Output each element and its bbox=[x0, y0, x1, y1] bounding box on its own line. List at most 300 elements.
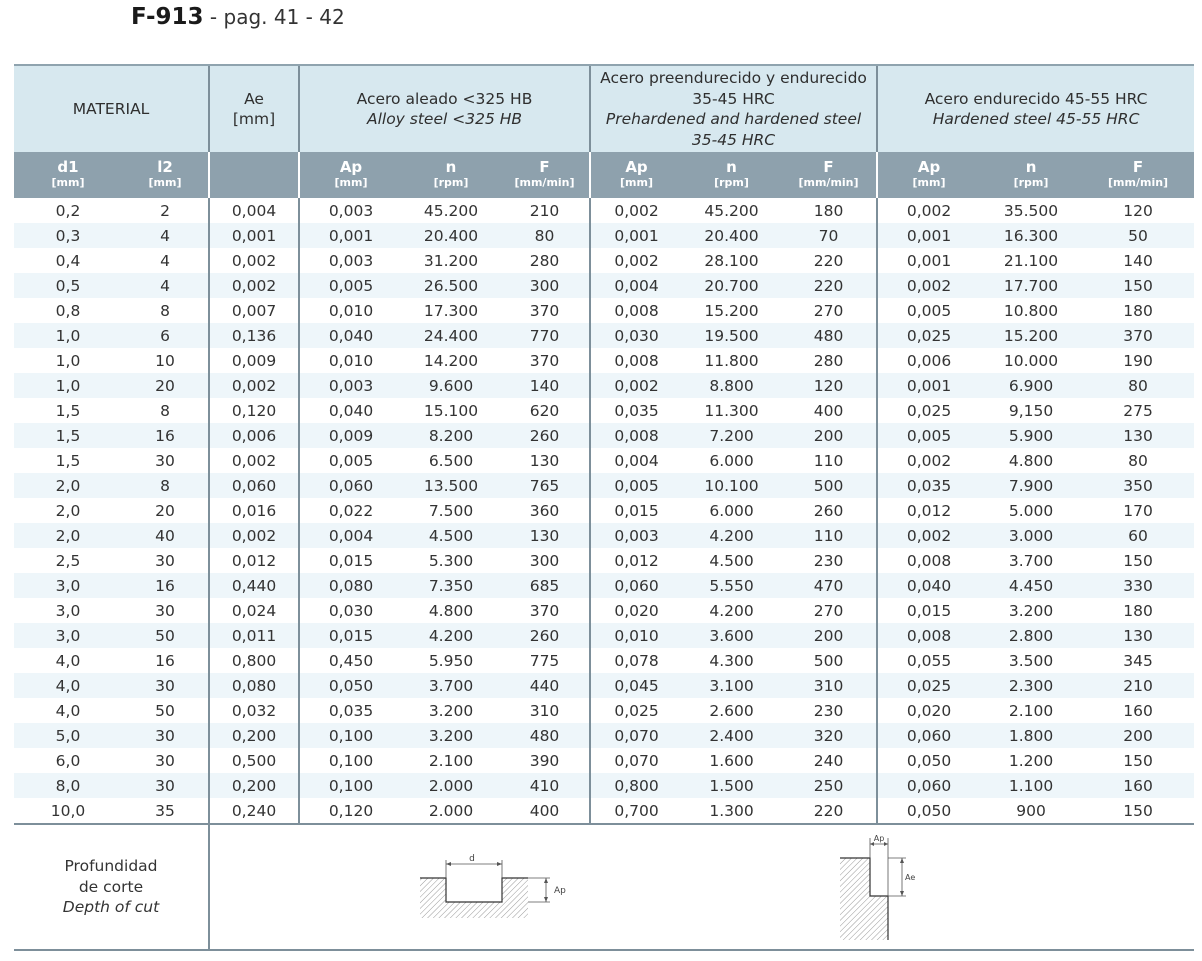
table-cell: 2.100 bbox=[980, 698, 1082, 723]
cutting-data-table bbox=[14, 64, 1194, 951]
table-cell: 17.700 bbox=[980, 273, 1082, 298]
table-cell: 0,5 bbox=[14, 273, 122, 298]
table-cell: 1.500 bbox=[682, 773, 781, 798]
table-cell: 4 bbox=[122, 223, 209, 248]
table-cell: 3.200 bbox=[402, 723, 500, 748]
table-cell: 8,0 bbox=[14, 773, 122, 798]
table-cell: 10.100 bbox=[682, 473, 781, 498]
table-cell: 6.900 bbox=[980, 373, 1082, 398]
col-f-3: F [mm/min] bbox=[1082, 152, 1194, 198]
table-cell: 6.000 bbox=[682, 448, 781, 473]
table-cell: 7.350 bbox=[402, 573, 500, 598]
page-title bbox=[131, 4, 345, 30]
table-cell: 240 bbox=[781, 748, 877, 773]
table-cell: 0,070 bbox=[590, 748, 682, 773]
table-cell: 30 bbox=[122, 548, 209, 573]
table-cell: 0,004 bbox=[590, 448, 682, 473]
group-alloy-steel bbox=[299, 65, 590, 152]
table-cell: 20.700 bbox=[682, 273, 781, 298]
table-cell: 6,0 bbox=[14, 748, 122, 773]
table-cell: 210 bbox=[1082, 673, 1194, 698]
table-cell: 3.200 bbox=[402, 698, 500, 723]
table-row bbox=[14, 448, 1194, 473]
table-cell: 110 bbox=[781, 448, 877, 473]
table-cell: 1.600 bbox=[682, 748, 781, 773]
table-row bbox=[14, 723, 1194, 748]
table-cell: 4.500 bbox=[682, 548, 781, 573]
table-cell: 200 bbox=[781, 423, 877, 448]
table-cell: 0,001 bbox=[877, 373, 980, 398]
depth-of-cut-diagrams bbox=[209, 824, 1194, 950]
table-cell: 20.400 bbox=[402, 223, 500, 248]
table-cell: 0,002 bbox=[590, 198, 682, 223]
table-cell: 0,002 bbox=[209, 248, 299, 273]
table-row bbox=[14, 423, 1194, 448]
table-cell: 0,030 bbox=[590, 323, 682, 348]
table-cell: 20 bbox=[122, 498, 209, 523]
table-cell: 0,025 bbox=[590, 698, 682, 723]
table-cell: 4,0 bbox=[14, 648, 122, 673]
ae-unit: [mm] bbox=[232, 110, 276, 128]
group-es: Acero endurecido 45-55 HRC bbox=[924, 89, 1148, 108]
table-cell: 0,002 bbox=[209, 523, 299, 548]
table-cell: 14.200 bbox=[402, 348, 500, 373]
table-cell: 20.400 bbox=[682, 223, 781, 248]
table-cell: 260 bbox=[781, 498, 877, 523]
table-cell: 200 bbox=[781, 623, 877, 648]
table-cell: 60 bbox=[1082, 523, 1194, 548]
table-cell: 765 bbox=[500, 473, 590, 498]
table-cell: 0,700 bbox=[590, 798, 682, 824]
table-cell: 480 bbox=[500, 723, 590, 748]
table-cell: 4.200 bbox=[682, 598, 781, 623]
table-cell: 370 bbox=[500, 348, 590, 373]
table-cell: 150 bbox=[1082, 548, 1194, 573]
table-cell: 0,008 bbox=[590, 298, 682, 323]
table-row bbox=[14, 623, 1194, 648]
table-cell: 0,050 bbox=[877, 748, 980, 773]
table-cell: 45.200 bbox=[402, 198, 500, 223]
table-cell: 150 bbox=[1082, 273, 1194, 298]
table-cell: 0,100 bbox=[299, 723, 402, 748]
product-code: F-913 bbox=[131, 4, 204, 30]
depth-of-cut-row bbox=[14, 824, 1194, 950]
group-en: Alloy steel <325 HB bbox=[366, 110, 523, 128]
table-row bbox=[14, 798, 1194, 824]
table-cell: 4,0 bbox=[14, 673, 122, 698]
table-cell: 250 bbox=[781, 773, 877, 798]
table-cell: 0,040 bbox=[877, 573, 980, 598]
table-cell: 10.000 bbox=[980, 348, 1082, 373]
table-cell: 0,008 bbox=[590, 348, 682, 373]
table-cell: 19.500 bbox=[682, 323, 781, 348]
table-cell: 0,120 bbox=[299, 798, 402, 824]
table-cell: 1,0 bbox=[14, 323, 122, 348]
table-cell: 775 bbox=[500, 648, 590, 673]
col-n-2: n [rpm] bbox=[682, 152, 781, 198]
table-cell: 0,004 bbox=[590, 273, 682, 298]
table-cell: 15.100 bbox=[402, 398, 500, 423]
table-cell: 280 bbox=[781, 348, 877, 373]
table-cell: 4.800 bbox=[980, 448, 1082, 473]
table-cell: 20 bbox=[122, 373, 209, 398]
table-cell: 7.500 bbox=[402, 498, 500, 523]
table-cell: 0,001 bbox=[209, 223, 299, 248]
table-cell: 0,005 bbox=[877, 423, 980, 448]
table-cell: 0,003 bbox=[299, 248, 402, 273]
table-cell: 150 bbox=[1082, 798, 1194, 824]
table-cell: 0,012 bbox=[209, 548, 299, 573]
table-cell: 0,003 bbox=[299, 373, 402, 398]
table-cell: 80 bbox=[1082, 373, 1194, 398]
table-cell: 470 bbox=[781, 573, 877, 598]
table-cell: 345 bbox=[1082, 648, 1194, 673]
table-cell: 4 bbox=[122, 248, 209, 273]
ap-dimension-label: Ap bbox=[873, 834, 885, 843]
table-cell: 140 bbox=[1082, 248, 1194, 273]
table-cell: 0,006 bbox=[877, 348, 980, 373]
table-cell: 1,5 bbox=[14, 448, 122, 473]
table-cell: 0,002 bbox=[877, 273, 980, 298]
table-cell: 120 bbox=[1082, 198, 1194, 223]
table-cell: 30 bbox=[122, 598, 209, 623]
table-cell: 685 bbox=[500, 573, 590, 598]
table-cell: 150 bbox=[1082, 748, 1194, 773]
table-cell: 0,005 bbox=[877, 298, 980, 323]
table-cell: 0,004 bbox=[209, 198, 299, 223]
d-dimension-label: d bbox=[469, 854, 475, 864]
table-cell: 0,050 bbox=[877, 798, 980, 824]
table-cell: 9,150 bbox=[980, 398, 1082, 423]
depth-of-cut-label: Profundidad de corte Depth of cut bbox=[14, 824, 209, 950]
table-cell: 2.300 bbox=[980, 673, 1082, 698]
table-cell: 70 bbox=[781, 223, 877, 248]
table-cell: 35.500 bbox=[980, 198, 1082, 223]
table-cell: 260 bbox=[500, 423, 590, 448]
table-cell: 2 bbox=[122, 198, 209, 223]
col-f-2: F [mm/min] bbox=[781, 152, 877, 198]
table-cell: 8 bbox=[122, 473, 209, 498]
table-cell: 500 bbox=[781, 648, 877, 673]
table-cell: 0,022 bbox=[299, 498, 402, 523]
table-cell: 440 bbox=[500, 673, 590, 698]
table-cell: 3.700 bbox=[402, 673, 500, 698]
table-cell: 0,080 bbox=[299, 573, 402, 598]
table-row bbox=[14, 773, 1194, 798]
table-cell: 0,055 bbox=[877, 648, 980, 673]
col-n-3: n [rpm] bbox=[980, 152, 1082, 198]
slot-depth-diagram bbox=[416, 850, 586, 922]
table-cell: 1,5 bbox=[14, 398, 122, 423]
table-cell: 0,007 bbox=[209, 298, 299, 323]
table-cell: 3.000 bbox=[980, 523, 1082, 548]
table-cell: 1.300 bbox=[682, 798, 781, 824]
table-cell: 270 bbox=[781, 298, 877, 323]
table-cell: 0,040 bbox=[299, 398, 402, 423]
group-es: Acero aleado <325 HB bbox=[356, 89, 533, 108]
table-cell: 3,0 bbox=[14, 623, 122, 648]
table-cell: 4.500 bbox=[402, 523, 500, 548]
table-cell: 11.300 bbox=[682, 398, 781, 423]
table-cell: 0,005 bbox=[299, 448, 402, 473]
table-cell: 0,025 bbox=[877, 323, 980, 348]
table-cell: 0,002 bbox=[209, 273, 299, 298]
table-cell: 0,500 bbox=[209, 748, 299, 773]
table-cell: 0,060 bbox=[299, 473, 402, 498]
table-cell: 5.300 bbox=[402, 548, 500, 573]
table-cell: 0,4 bbox=[14, 248, 122, 273]
table-cell: 0,030 bbox=[299, 598, 402, 623]
table-row bbox=[14, 373, 1194, 398]
table-row bbox=[14, 523, 1194, 548]
table-cell: 320 bbox=[781, 723, 877, 748]
table-cell: 180 bbox=[1082, 598, 1194, 623]
table-cell: 230 bbox=[781, 698, 877, 723]
table-cell: 0,015 bbox=[299, 548, 402, 573]
table-cell: 0,005 bbox=[590, 473, 682, 498]
table-cell: 0,800 bbox=[590, 773, 682, 798]
table-cell: 1.800 bbox=[980, 723, 1082, 748]
table-cell: 0,003 bbox=[299, 198, 402, 223]
group-en-hrc: 35-45 HRC bbox=[691, 130, 776, 149]
table-cell: 370 bbox=[1082, 323, 1194, 348]
table-cell: 0,3 bbox=[14, 223, 122, 248]
table-cell: 80 bbox=[500, 223, 590, 248]
group-prehardened-steel bbox=[590, 65, 877, 152]
table-cell: 4,0 bbox=[14, 698, 122, 723]
table-cell: 180 bbox=[1082, 298, 1194, 323]
table-cell: 0,080 bbox=[209, 673, 299, 698]
table-cell: 2,0 bbox=[14, 498, 122, 523]
table-cell: 24.400 bbox=[402, 323, 500, 348]
table-cell: 0,012 bbox=[877, 498, 980, 523]
table-cell: 0,008 bbox=[877, 623, 980, 648]
table-cell: 30 bbox=[122, 448, 209, 473]
table-cell: 0,060 bbox=[877, 723, 980, 748]
table-cell: 0,015 bbox=[877, 598, 980, 623]
table-cell: 230 bbox=[781, 548, 877, 573]
table-cell: 15.200 bbox=[980, 323, 1082, 348]
table-cell: 0,045 bbox=[590, 673, 682, 698]
table-cell: 4.200 bbox=[402, 623, 500, 648]
table-cell: 370 bbox=[500, 298, 590, 323]
table-cell: 0,450 bbox=[299, 648, 402, 673]
group-header-row bbox=[14, 65, 1194, 152]
table-cell: 310 bbox=[781, 673, 877, 698]
col-ap-1: Ap [mm] bbox=[299, 152, 402, 198]
table-cell: 45.200 bbox=[682, 198, 781, 223]
table-row bbox=[14, 298, 1194, 323]
table-cell: 1.200 bbox=[980, 748, 1082, 773]
table-cell: 0,078 bbox=[590, 648, 682, 673]
table-cell: 0,002 bbox=[877, 523, 980, 548]
table-cell: 0,035 bbox=[877, 473, 980, 498]
table-cell: 16 bbox=[122, 648, 209, 673]
table-cell: 0,009 bbox=[209, 348, 299, 373]
table-cell: 30 bbox=[122, 773, 209, 798]
col-f-1: F [mm/min] bbox=[500, 152, 590, 198]
table-cell: 0,005 bbox=[299, 273, 402, 298]
table-cell: 0,011 bbox=[209, 623, 299, 648]
table-cell: 2.000 bbox=[402, 773, 500, 798]
table-cell: 35 bbox=[122, 798, 209, 824]
table-cell: 1.100 bbox=[980, 773, 1082, 798]
table-cell: 0,025 bbox=[877, 398, 980, 423]
table-cell: 130 bbox=[500, 523, 590, 548]
table-cell: 0,050 bbox=[299, 673, 402, 698]
table-cell: 0,060 bbox=[877, 773, 980, 798]
table-cell: 2.400 bbox=[682, 723, 781, 748]
table-cell: 480 bbox=[781, 323, 877, 348]
col-l2: l2 [mm] bbox=[122, 152, 209, 198]
table-cell: 120 bbox=[781, 373, 877, 398]
table-cell: 0,002 bbox=[877, 198, 980, 223]
table-cell: 0,002 bbox=[877, 448, 980, 473]
table-cell: 410 bbox=[500, 773, 590, 798]
col-ae bbox=[209, 152, 299, 198]
table-cell: 0,200 bbox=[209, 723, 299, 748]
ae-header bbox=[209, 65, 299, 152]
ae-label: Ae bbox=[244, 89, 264, 108]
table-cell: 130 bbox=[1082, 623, 1194, 648]
table-cell: 0,2 bbox=[14, 198, 122, 223]
table-cell: 16 bbox=[122, 423, 209, 448]
table-cell: 2,5 bbox=[14, 548, 122, 573]
table-cell: 8 bbox=[122, 398, 209, 423]
table-cell: 40 bbox=[122, 523, 209, 548]
table-cell: 3.500 bbox=[980, 648, 1082, 673]
table-cell: 280 bbox=[500, 248, 590, 273]
table-cell: 80 bbox=[1082, 448, 1194, 473]
table-cell: 0,015 bbox=[590, 498, 682, 523]
table-cell: 0,060 bbox=[590, 573, 682, 598]
table-cell: 0,002 bbox=[590, 248, 682, 273]
table-row bbox=[14, 473, 1194, 498]
table-cell: 7.900 bbox=[980, 473, 1082, 498]
table-cell: 330 bbox=[1082, 573, 1194, 598]
table-cell: 3,0 bbox=[14, 598, 122, 623]
table-cell: 0,440 bbox=[209, 573, 299, 598]
table-cell: 220 bbox=[781, 273, 877, 298]
page-reference: - pag. 41 - 42 bbox=[203, 5, 345, 29]
table-cell: 5.550 bbox=[682, 573, 781, 598]
table-cell: 3,0 bbox=[14, 573, 122, 598]
table-row bbox=[14, 198, 1194, 223]
table-cell: 7.200 bbox=[682, 423, 781, 448]
table-cell: 0,001 bbox=[590, 223, 682, 248]
table-cell: 10 bbox=[122, 348, 209, 373]
table-cell: 0,001 bbox=[299, 223, 402, 248]
table-cell: 1,0 bbox=[14, 348, 122, 373]
table-cell: 30 bbox=[122, 673, 209, 698]
table-cell: 0,012 bbox=[590, 548, 682, 573]
table-cell: 160 bbox=[1082, 773, 1194, 798]
table-cell: 2,0 bbox=[14, 523, 122, 548]
table-cell: 8.800 bbox=[682, 373, 781, 398]
table-cell: 1,0 bbox=[14, 373, 122, 398]
table-cell: 0,120 bbox=[209, 398, 299, 423]
table-cell: 260 bbox=[500, 623, 590, 648]
table-cell: 2,0 bbox=[14, 473, 122, 498]
table-cell: 0,240 bbox=[209, 798, 299, 824]
table-cell: 6.500 bbox=[402, 448, 500, 473]
col-d1: d1 [mm] bbox=[14, 152, 122, 198]
table-cell: 0,136 bbox=[209, 323, 299, 348]
table-row bbox=[14, 273, 1194, 298]
table-cell: 0,002 bbox=[590, 373, 682, 398]
table-cell: 300 bbox=[500, 548, 590, 573]
table-cell: 130 bbox=[500, 448, 590, 473]
table-cell: 0,002 bbox=[209, 448, 299, 473]
table-cell: 0,006 bbox=[209, 423, 299, 448]
table-cell: 3.700 bbox=[980, 548, 1082, 573]
table-cell: 2.000 bbox=[402, 798, 500, 824]
table-cell: 6.000 bbox=[682, 498, 781, 523]
table-cell: 400 bbox=[781, 398, 877, 423]
col-ap-2: Ap [mm] bbox=[590, 152, 682, 198]
table-cell: 370 bbox=[500, 598, 590, 623]
table-cell: 3.200 bbox=[980, 598, 1082, 623]
table-cell: 8.200 bbox=[402, 423, 500, 448]
table-cell: 11.800 bbox=[682, 348, 781, 373]
table-cell: 50 bbox=[1082, 223, 1194, 248]
table-cell: 0,024 bbox=[209, 598, 299, 623]
table-cell: 0,035 bbox=[299, 698, 402, 723]
group-es: Acero preendurecido y endurecido bbox=[600, 69, 867, 87]
table-cell: 220 bbox=[781, 248, 877, 273]
table-cell: 30 bbox=[122, 748, 209, 773]
table-cell: 5.000 bbox=[980, 498, 1082, 523]
table-body bbox=[14, 198, 1194, 824]
table-cell: 130 bbox=[1082, 423, 1194, 448]
table-cell: 170 bbox=[1082, 498, 1194, 523]
table-cell: 4.450 bbox=[980, 573, 1082, 598]
group-es-hrc: 35-45 HRC bbox=[692, 89, 775, 108]
table-cell: 2.600 bbox=[682, 698, 781, 723]
col-ap-3: Ap [mm] bbox=[877, 152, 980, 198]
table-cell: 180 bbox=[781, 198, 877, 223]
table-cell: 0,004 bbox=[299, 523, 402, 548]
col-n-1: n [rpm] bbox=[402, 152, 500, 198]
table-cell: 4.300 bbox=[682, 648, 781, 673]
table-cell: 28.100 bbox=[682, 248, 781, 273]
table-cell: 350 bbox=[1082, 473, 1194, 498]
table-cell: 50 bbox=[122, 698, 209, 723]
table-cell: 620 bbox=[500, 398, 590, 423]
table-cell: 0,100 bbox=[299, 773, 402, 798]
table-cell: 275 bbox=[1082, 398, 1194, 423]
table-row bbox=[14, 223, 1194, 248]
table-cell: 0,001 bbox=[877, 248, 980, 273]
table-cell: 5.900 bbox=[980, 423, 1082, 448]
table-cell: 3.600 bbox=[682, 623, 781, 648]
table-cell: 0,100 bbox=[299, 748, 402, 773]
table-cell: 0,001 bbox=[877, 223, 980, 248]
table-cell: 0,025 bbox=[877, 673, 980, 698]
group-hardened-steel bbox=[877, 65, 1194, 152]
table-cell: 30 bbox=[122, 723, 209, 748]
table-cell: 1,5 bbox=[14, 423, 122, 448]
table-cell: 0,800 bbox=[209, 648, 299, 673]
table-cell: 220 bbox=[781, 798, 877, 824]
material-header: MATERIAL bbox=[14, 65, 209, 152]
table-cell: 270 bbox=[781, 598, 877, 623]
table-row bbox=[14, 748, 1194, 773]
table-cell: 0,035 bbox=[590, 398, 682, 423]
table-cell: 0,200 bbox=[209, 773, 299, 798]
table-cell: 4 bbox=[122, 273, 209, 298]
table-cell: 0,8 bbox=[14, 298, 122, 323]
